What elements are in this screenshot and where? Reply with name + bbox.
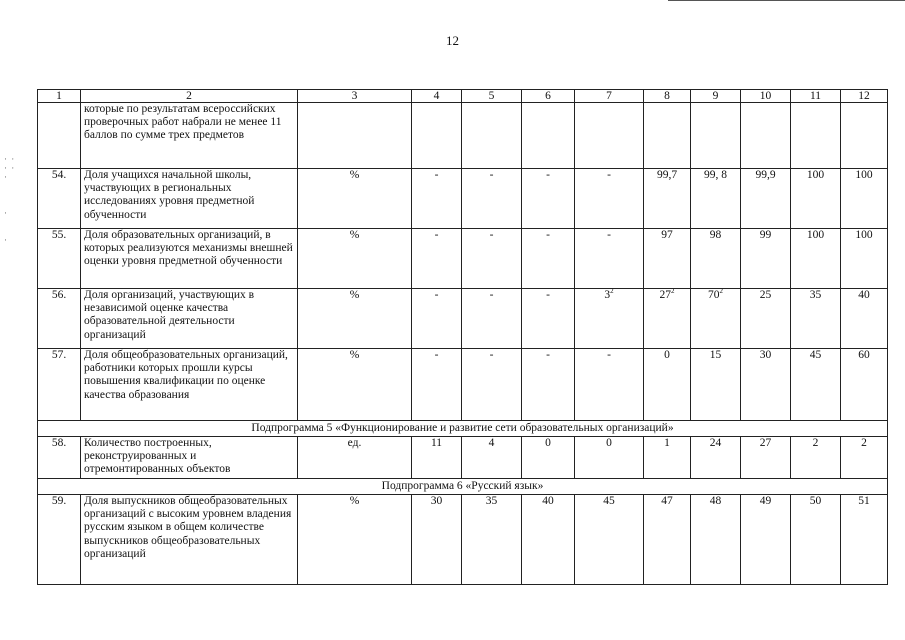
- value-text: 45: [809, 349, 822, 361]
- value-text: 0: [606, 437, 612, 449]
- value-text: 60: [858, 349, 870, 361]
- value-cell: [841, 229, 888, 289]
- value-cell: [791, 229, 841, 289]
- indicator-row: [38, 437, 888, 479]
- indicator-row: [38, 349, 888, 421]
- value-text: 97: [661, 229, 673, 241]
- indicator-name: которые по результатам всероссийских проверочных работ набрали не менее 11 баллов по сумме трех предметов: [81, 103, 298, 169]
- value-cell: [841, 289, 888, 349]
- row-number: 59.: [38, 495, 81, 585]
- value-cell: [412, 103, 462, 169]
- value-text: 99,7: [656, 169, 678, 181]
- value-cell: [741, 349, 791, 421]
- value-text: 100: [855, 229, 873, 241]
- value-cell: [691, 229, 741, 289]
- value-text: -: [607, 349, 611, 361]
- column-header: 7: [575, 90, 644, 103]
- margin-marks: · · · · · · ·: [4, 154, 16, 245]
- value-cell: [644, 495, 691, 585]
- value-cell: [575, 437, 644, 479]
- column-number-row: [38, 90, 888, 103]
- value-text: 70: [708, 289, 720, 301]
- column-header: 3: [298, 90, 412, 103]
- indicator-name: Доля учащихся начальной школы, участвующих в региональных исследованиях уровня предметной обученности: [81, 169, 298, 229]
- value-text: 4: [488, 437, 495, 449]
- unit-cell: [298, 437, 412, 479]
- indicator-name: Доля общеобразовательных организаций, работники которых прошли курсы повышения квалификации по оценке качества образования: [81, 349, 298, 421]
- value-cell: [644, 349, 691, 421]
- value-text: -: [546, 349, 550, 361]
- value-cell: [841, 103, 888, 169]
- value-cell: [522, 103, 575, 169]
- value-text: %: [349, 229, 360, 241]
- value-text: 1: [664, 437, 670, 449]
- indicator-name: Доля организаций, участвующих в независимой оценке качества образовательной деятельности организаций: [81, 289, 298, 349]
- indicator-row: [38, 229, 888, 289]
- value-text: -: [489, 289, 494, 301]
- value-text: -: [434, 289, 439, 301]
- value-text: 45: [603, 495, 615, 507]
- value-text: 35: [485, 495, 498, 507]
- column-header: 10: [741, 90, 791, 103]
- value-text: -: [489, 349, 494, 361]
- unit-cell: [298, 103, 412, 169]
- subprogram-title: Подпрограмма 5 «Функционирование и развитие сети образовательных организаций»: [38, 421, 888, 437]
- unit-cell: [298, 229, 412, 289]
- value-text: 50: [809, 495, 822, 507]
- column-header: 11: [791, 90, 841, 103]
- value-cell: [791, 349, 841, 421]
- value-cell: [462, 437, 522, 479]
- row-number: 54.: [38, 169, 81, 229]
- column-header: 8: [644, 90, 691, 103]
- indicator-table-container: [37, 89, 888, 585]
- value-cell: [522, 495, 575, 585]
- footnote-marker: 2: [719, 288, 723, 295]
- indicator-table: [37, 89, 888, 585]
- value-text: 27: [659, 289, 671, 301]
- value-cell: [841, 169, 888, 229]
- subprogram-title: Подпрограмма 6 «Русский язык»: [38, 479, 888, 495]
- value-cell: [741, 289, 791, 349]
- value-text: -: [607, 169, 611, 181]
- row-number: 58.: [38, 437, 81, 479]
- value-text: 99, 8: [704, 169, 727, 181]
- value-cell: [741, 103, 791, 169]
- value-text: 99: [759, 229, 772, 241]
- value-cell: [691, 289, 741, 349]
- value-cell: [691, 169, 741, 229]
- row-number: [38, 103, 81, 169]
- value-text: -: [489, 169, 494, 181]
- value-text: 48: [709, 495, 722, 507]
- value-cell: [691, 495, 741, 585]
- value-cell: [741, 437, 791, 479]
- value-text: 27: [759, 437, 772, 449]
- subprogram-row: [38, 479, 888, 495]
- indicator-row: [38, 495, 888, 585]
- value-cell: [412, 495, 462, 585]
- column-header: 9: [691, 90, 741, 103]
- value-cell: [412, 169, 462, 229]
- value-text: 0: [664, 349, 670, 361]
- value-cell: [575, 495, 644, 585]
- indicator-row: [38, 289, 888, 349]
- value-cell: [522, 169, 575, 229]
- page-number: 12: [446, 33, 459, 48]
- value-text: 25: [759, 289, 772, 301]
- unit-cell: [298, 349, 412, 421]
- value-cell: [741, 229, 791, 289]
- column-header: 1: [38, 90, 81, 103]
- value-cell: [791, 289, 841, 349]
- value-text: -: [546, 229, 550, 241]
- value-cell: [462, 349, 522, 421]
- value-cell: [841, 495, 888, 585]
- value-cell: [644, 169, 691, 229]
- value-text: 40: [542, 495, 554, 507]
- value-text: %: [349, 495, 360, 507]
- value-cell: [575, 349, 644, 421]
- indicator-name: Доля образовательных организаций, в которых реализуются механизмы внешней оценки уровня предметной обученности: [81, 229, 298, 289]
- value-cell: [575, 289, 644, 349]
- value-text: 2: [861, 437, 867, 449]
- value-cell: [575, 169, 644, 229]
- value-cell: [841, 437, 888, 479]
- value-cell: [412, 437, 462, 479]
- value-text: -: [546, 289, 550, 301]
- indicator-row: [38, 169, 888, 229]
- value-text: 30: [759, 349, 772, 361]
- row-number: 57.: [38, 349, 81, 421]
- value-cell: [691, 103, 741, 169]
- value-text: 24: [709, 437, 722, 449]
- value-cell: [741, 495, 791, 585]
- value-text: -: [434, 349, 439, 361]
- value-cell: [522, 229, 575, 289]
- column-header: 5: [462, 90, 522, 103]
- value-cell: [644, 229, 691, 289]
- column-header: 6: [522, 90, 575, 103]
- value-text: 47: [661, 495, 673, 507]
- value-cell: [791, 495, 841, 585]
- value-text: 49: [759, 495, 772, 507]
- indicator-name: Доля выпускников общеобразовательных организаций с высоким уровнем владения русским языком в общем количестве выпускников общеобразовательных организаций: [81, 495, 298, 585]
- value-cell: [522, 349, 575, 421]
- value-text: -: [607, 229, 611, 241]
- value-cell: [462, 289, 522, 349]
- column-header: 4: [412, 90, 462, 103]
- value-cell: [644, 103, 691, 169]
- value-cell: [791, 437, 841, 479]
- value-text: 15: [709, 349, 722, 361]
- value-cell: [841, 349, 888, 421]
- value-text: -: [434, 229, 439, 241]
- footnote-marker: 2: [671, 288, 675, 295]
- value-text: 2: [812, 437, 819, 449]
- indicator-name: Количество построенных, реконструированных и отремонтированных объектов: [81, 437, 298, 479]
- row-number: 55.: [38, 229, 81, 289]
- value-text: 100: [855, 169, 873, 181]
- value-text: 3: [604, 289, 611, 301]
- value-text: 100: [806, 229, 825, 241]
- value-text: 30: [430, 495, 443, 507]
- value-cell: [462, 495, 522, 585]
- value-text: 11: [430, 437, 443, 449]
- footnote-marker: 2: [610, 288, 614, 295]
- value-cell: [575, 229, 644, 289]
- value-text: -: [546, 169, 550, 181]
- value-text: ед.: [347, 437, 362, 449]
- value-cell: [644, 289, 691, 349]
- unit-cell: [298, 169, 412, 229]
- value-cell: [691, 437, 741, 479]
- value-text: -: [489, 229, 494, 241]
- value-cell: [412, 289, 462, 349]
- value-cell: [691, 349, 741, 421]
- indicator-row: [38, 103, 888, 169]
- value-cell: [644, 437, 691, 479]
- top-rule: [668, 0, 905, 1]
- value-cell: [791, 169, 841, 229]
- value-cell: [462, 103, 522, 169]
- value-text: %: [349, 169, 360, 181]
- column-header: 12: [841, 90, 888, 103]
- value-text: 0: [545, 437, 551, 449]
- value-text: 99,9: [755, 169, 776, 181]
- value-text: %: [349, 349, 360, 361]
- value-cell: [741, 169, 791, 229]
- value-cell: [412, 349, 462, 421]
- table-body: [38, 103, 888, 585]
- value-cell: [791, 103, 841, 169]
- value-text: 100: [806, 169, 825, 181]
- value-cell: [522, 437, 575, 479]
- value-text: -: [434, 169, 439, 181]
- row-number: 56.: [38, 289, 81, 349]
- value-cell: [575, 103, 644, 169]
- subprogram-row: [38, 421, 888, 437]
- unit-cell: [298, 495, 412, 585]
- value-text: 98: [709, 229, 722, 241]
- column-header: 2: [81, 90, 298, 103]
- value-cell: [412, 229, 462, 289]
- value-text: 40: [858, 289, 870, 301]
- value-text: 51: [858, 495, 870, 507]
- value-text: %: [349, 289, 360, 301]
- value-cell: [522, 289, 575, 349]
- unit-cell: [298, 289, 412, 349]
- value-cell: [462, 169, 522, 229]
- value-cell: [462, 229, 522, 289]
- value-text: 35: [809, 289, 822, 301]
